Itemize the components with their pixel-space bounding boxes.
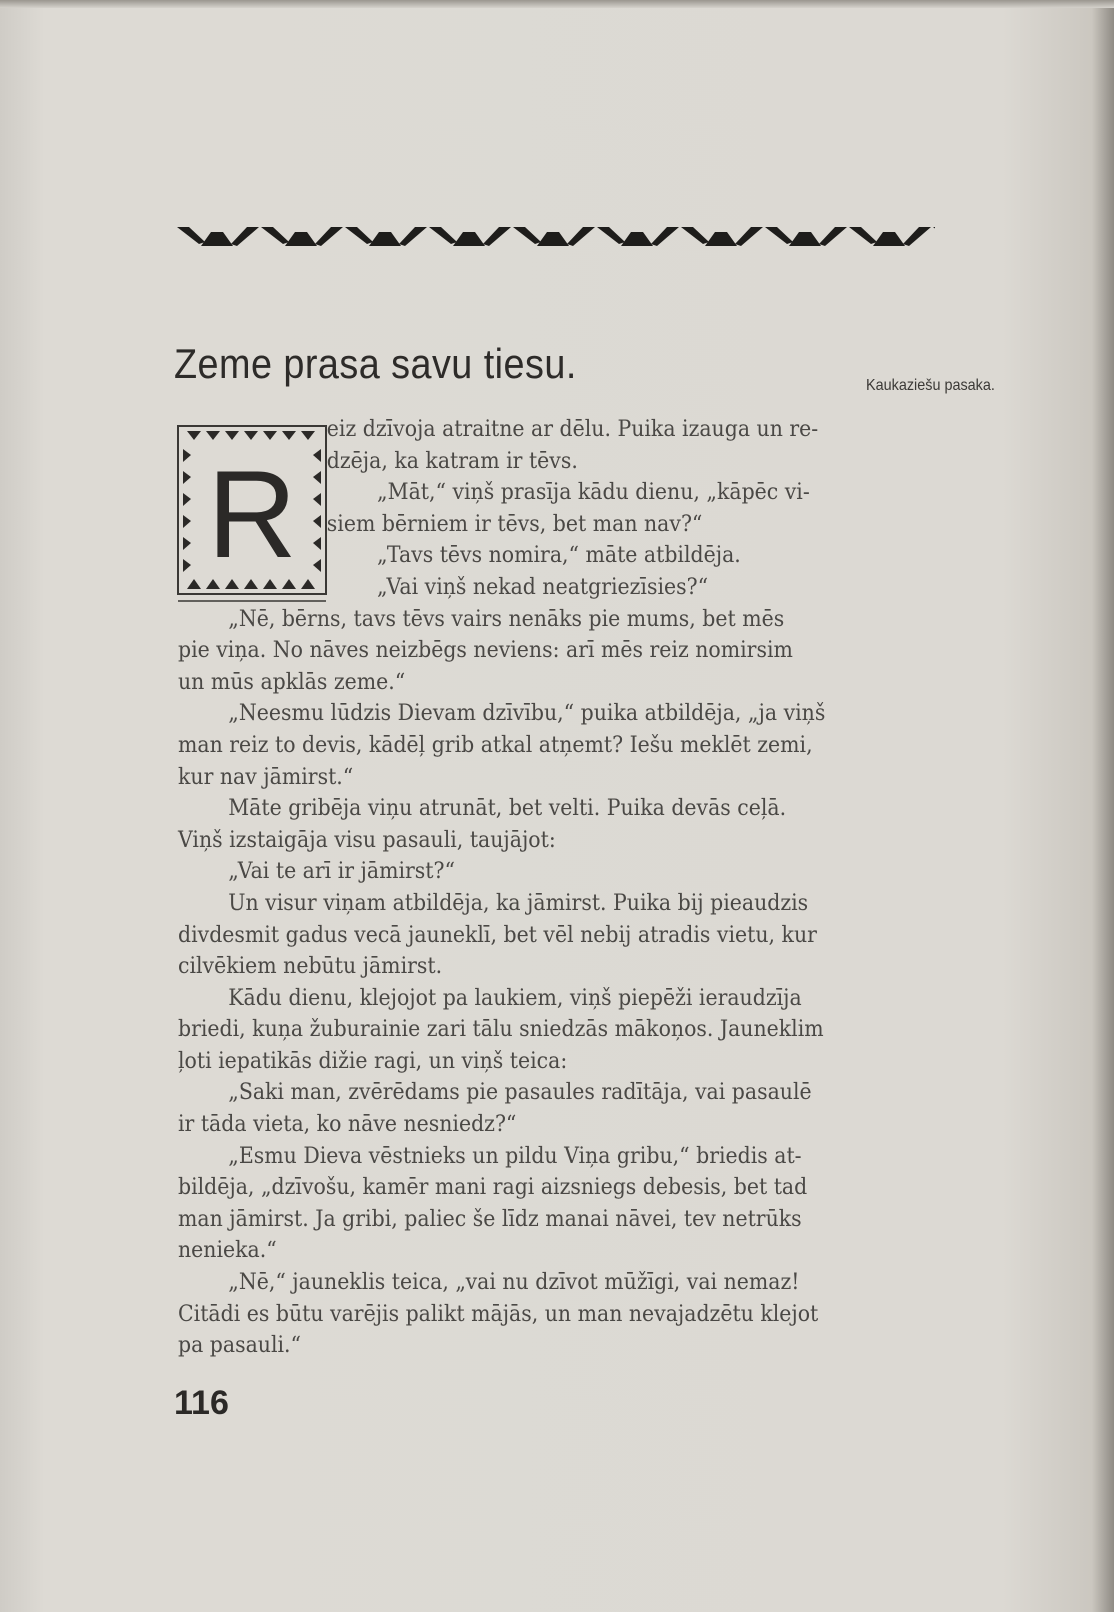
text-line: eiz dzīvoja atraitne ar dēlu. Puika izauga un re- [326,417,819,442]
text-line: divdesmit gadus vecā jauneklī, bet vēl nebij atradis vietu, kur [178,922,817,948]
text-line: „Esmu Dieva vēstnieks un pildu Viņa gribu,“ briedis at- [228,1143,802,1169]
text-line: „Saki man, zvērēdams pie pasaules radītāja, vai pasaulē [228,1080,812,1106]
page-subtitle: Kaukaziešu pasaka. [866,377,995,394]
text-line: „Nē, bērns, tavs tēvs vairs nenāks pie mums, bet mēs [228,606,785,632]
text-line: kur nav jāmirst.“ [178,764,354,790]
text-line: dzēja, ka katram ir tēvs. [326,448,578,474]
story-text [178,414,933,1362]
text-line: nenieka.“ [178,1238,277,1264]
decorative-border-ornament [175,224,935,250]
text-line: Un visur viņam atbildēja, ka jāmirst. Puika bij pieaudzis [228,890,809,916]
text-line: Kādu dienu, klejojot pa laukiem, viņš piepēži ieraudzīja [228,985,802,1011]
text-line: „Vai te arī ir jāmirst?“ [228,859,455,885]
text-line: briedi, kuņa žuburainie zari tālu sniedzās mākoņos. Jauneklim [178,1017,824,1043]
text-line: „Nē,“ jauneklis teica, „vai nu dzīvot mūžīgi, vai nemaz! [228,1270,800,1296]
text-line: man jāmirst. Ja gribi, paliec še līdz manai nāvei, tev netrūks [178,1206,802,1232]
page-top-edge [0,0,1114,8]
text-line: Citādi es būtu varējis palikt mājās, un man nevajadzētu klejot [178,1301,819,1327]
dropcap-letter: R [207,446,297,584]
text-line: un mūs apklās zeme.“ [178,669,406,695]
text-line: bildēja, „dzīvošu, kamēr mani ragi aizsniegs debesis, bet tad [178,1175,808,1201]
text-line: cilvēkiem nebūtu jāmirst. [178,954,443,980]
page-title: Zeme prasa savu tiesu. [174,340,577,387]
text-line: siem bērniem ir tēvs, bet man nav?“ [326,511,703,537]
text-line: „Tavs tēvs nomira,“ māte atbildēja. [377,543,741,569]
text-line: Māte gribēja viņu atrunāt, bet velti. Puika devās ceļā. [228,796,787,822]
text-line: pie viņa. No nāves neizbēgs neviens: arī mēs reiz nomirsim [178,638,793,664]
page-number: 116 [174,1384,229,1422]
text-line: Viņš izstaigāja visu pasauli, taujājot: [178,827,556,853]
text-line: ļoti iepatikās dižie ragi, un viņš teica: [178,1048,568,1074]
text-line: „Vai viņš nekad neatgriezīsies?“ [377,574,709,600]
text-line: „Māt,“ viņš prasīja kādu dienu, „kāpēc vi- [377,480,810,506]
text-line: pa pasauli.“ [178,1333,302,1359]
text-line: „Neesmu lūdzis Dievam dzīvību,“ puika atbildēja, „ja viņš [228,701,826,727]
text-line: man reiz to devis, kādēļ grib atkal atņemt? Iešu meklēt zemi, [178,732,813,758]
text-line: ir tāda vieta, ko nāve nesniedz?“ [178,1112,517,1138]
